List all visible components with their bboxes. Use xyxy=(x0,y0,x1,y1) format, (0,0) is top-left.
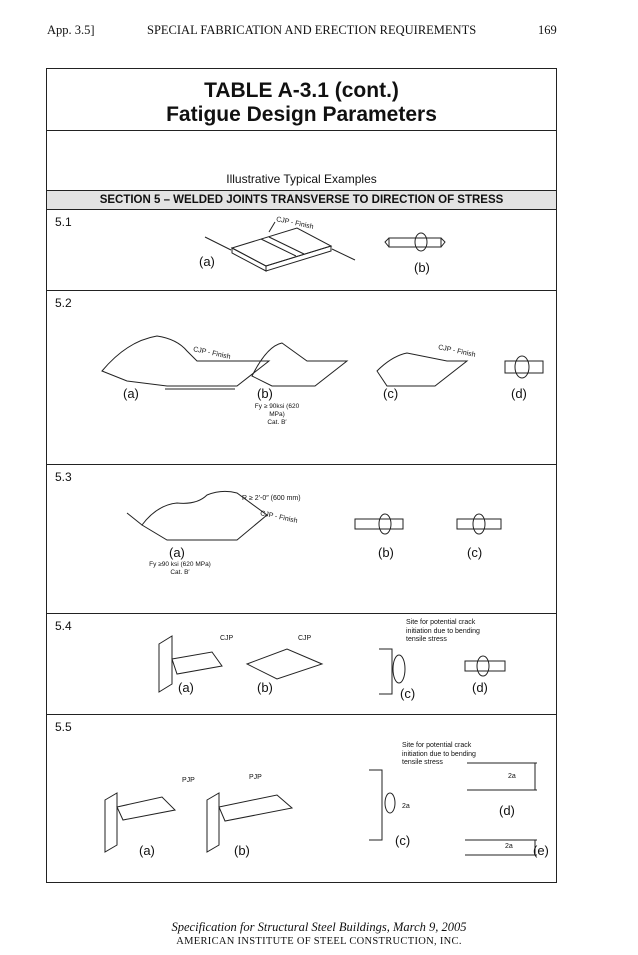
illustrative-heading: Illustrative Typical Examples xyxy=(226,172,377,186)
example-a-label: (a) xyxy=(199,254,215,269)
pjp-label-b: PJP xyxy=(249,774,262,781)
example-a-label: (a) xyxy=(169,545,185,560)
strength-note xyxy=(140,561,220,577)
table-subtitle: Fatigue Design Parameters xyxy=(166,103,437,126)
crack-site-line2: initiation due to bending xyxy=(406,627,480,635)
note-strength: Fy ≥90 ksi (620 MPa) xyxy=(149,561,211,568)
crack-site-line3: tensile stress xyxy=(406,636,447,643)
crack-site-line1: Site for potential crack xyxy=(406,619,476,626)
example-e-label: (e) xyxy=(533,843,549,858)
example-a-label: (a) xyxy=(123,386,139,401)
row-5-5 xyxy=(47,715,556,883)
radius-label: R ≥ 2′-0″ (600 mm) xyxy=(242,495,301,502)
crack-site-line3: tensile stress xyxy=(402,759,443,766)
crack-site-note xyxy=(402,742,476,768)
strength-note xyxy=(247,403,307,427)
title-block xyxy=(47,69,556,131)
cjp-label-c: CJP - Finish xyxy=(437,344,477,359)
row-number: 5.4 xyxy=(55,619,72,633)
example-a-label: (a) xyxy=(139,843,155,858)
row-number: 5.1 xyxy=(55,215,72,229)
row-number: 5.3 xyxy=(55,470,72,484)
table-title: TABLE A-3.1 (cont.) xyxy=(204,79,399,102)
example-c-label: (c) xyxy=(467,545,483,560)
example-d-label: (d) xyxy=(499,803,515,818)
example-d-label: (d) xyxy=(472,680,488,695)
crack-site-line1: Site for potential crack xyxy=(402,742,472,749)
running-header-left: App. 3.5] xyxy=(47,23,95,37)
joint-illustration-5-3 xyxy=(47,465,556,614)
dimension-2a-d: 2a xyxy=(508,773,516,780)
section-heading: SECTION 5 – WELDED JOINTS TRANSVERSE TO DIRECTION OF STRESS xyxy=(47,190,556,210)
cjp-label: CJP - Finish xyxy=(275,216,315,231)
pjp-label-a: PJP xyxy=(182,777,195,784)
joint-illustration-5-5 xyxy=(47,715,556,883)
table-frame xyxy=(46,68,557,883)
example-c-label: (c) xyxy=(395,833,411,848)
note-category: Cat. B′ xyxy=(170,569,190,576)
example-c-label: (c) xyxy=(400,686,416,701)
example-b-label: (b) xyxy=(257,680,273,695)
joint-illustration-5-2 xyxy=(47,291,556,465)
example-b-label: (b) xyxy=(234,843,250,858)
row-number: 5.5 xyxy=(55,720,72,734)
cjp-label-a: CJP xyxy=(220,635,234,642)
footer-citation: Specification for Structural Steel Buildings, March 9, 2005 xyxy=(171,920,467,934)
cjp-label: CJP - Finish xyxy=(259,510,299,525)
row-5-3 xyxy=(47,465,556,614)
dimension-2a-c: 2a xyxy=(402,803,410,810)
row-number: 5.2 xyxy=(55,296,72,310)
example-d-label: (d) xyxy=(511,386,527,401)
cjp-label-a: CJP - Finish xyxy=(192,346,232,361)
footer-publisher: AMERICAN INSTITUTE OF STEEL CONSTRUCTION, INC. xyxy=(176,936,462,947)
row-5-2 xyxy=(47,291,556,465)
example-c-label: (c) xyxy=(383,386,399,401)
example-b-label: (b) xyxy=(257,386,273,401)
example-a-label: (a) xyxy=(178,680,194,695)
dimension-2a-e: 2a xyxy=(505,843,513,850)
row-5-4 xyxy=(47,614,556,715)
example-b-label: (b) xyxy=(414,260,430,275)
running-header-title: SPECIAL FABRICATION AND ERECTION REQUIREMENTS xyxy=(147,23,477,37)
example-b-label: (b) xyxy=(378,545,394,560)
crack-site-line2: initiation due to bending xyxy=(402,750,476,758)
page-number: 169 xyxy=(538,23,557,37)
cjp-label-b: CJP xyxy=(298,635,312,642)
row-5-1 xyxy=(47,210,556,291)
note-strength: Fy ≥ 90ksi (620 MPa) xyxy=(254,403,300,418)
note-category: Cat. B′ xyxy=(267,419,287,426)
crack-site-note xyxy=(406,619,480,645)
